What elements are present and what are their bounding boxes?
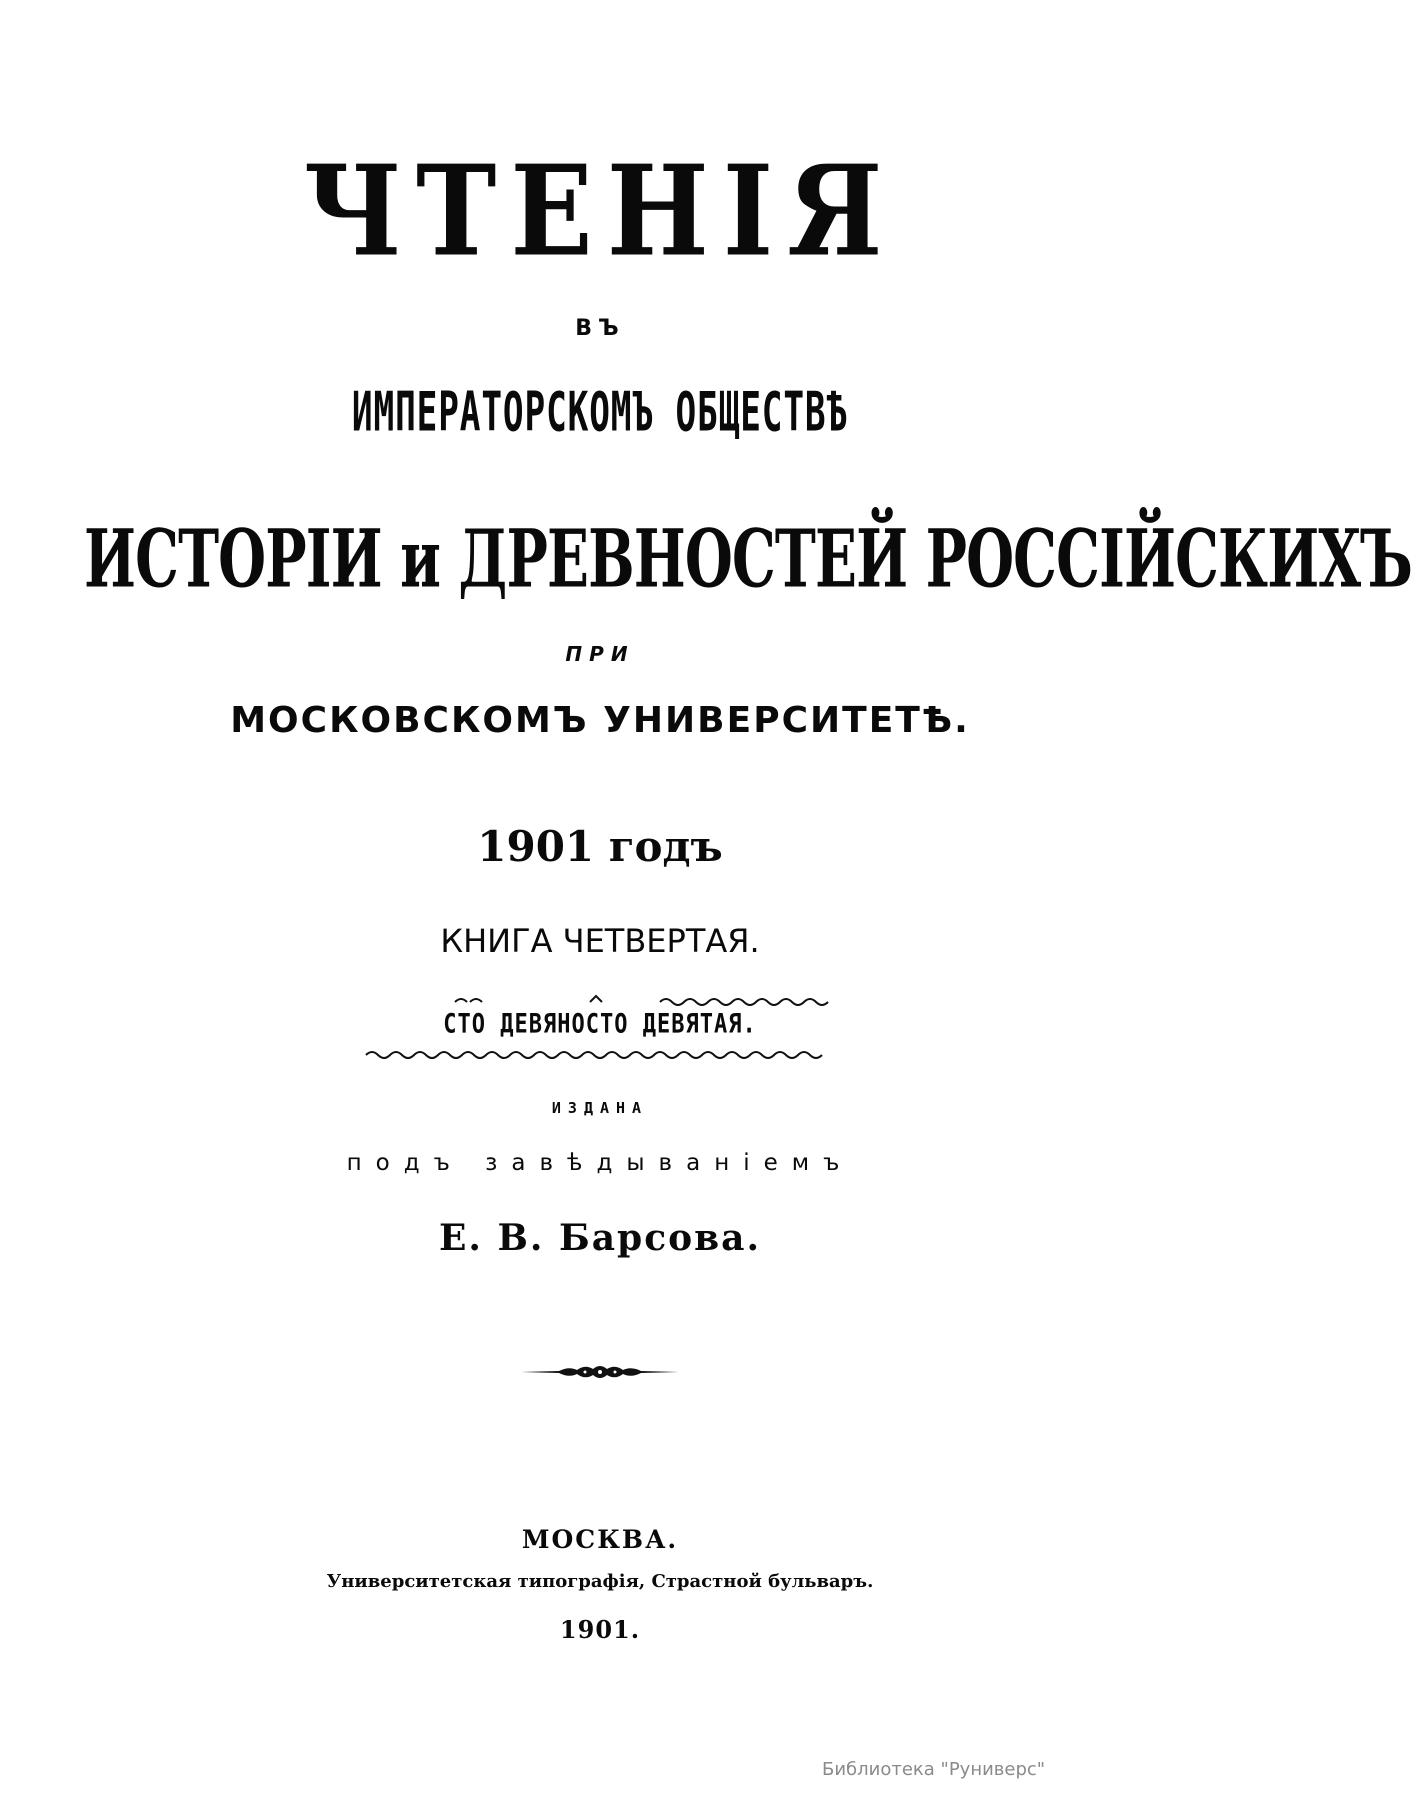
university-line: МОСКОВСКОМЪ УНИВЕРСИТЕТѢ.: [230, 700, 970, 741]
imprint-city: МОСКВА.: [521, 1525, 679, 1554]
preposition-pri: ПРИ: [565, 642, 635, 666]
editor-name: Е. В. Барсова.: [438, 1217, 762, 1259]
wavy-rule-bottom: [360, 1048, 840, 1062]
society-line: ИМПЕРАТОРСКОМЪ ОБЩЕСТВѢ: [351, 381, 849, 445]
published-label: ИЗДАНА: [551, 1099, 649, 1117]
book-line: КНИГА ЧЕТВЕРТАЯ.: [440, 922, 760, 960]
wavy-rule-top: [360, 992, 840, 1006]
library-watermark: Библиотека "Руниверс": [822, 1759, 1046, 1780]
main-title: ЧТЕНІЯ: [303, 139, 897, 285]
year-line: 1901 годъ: [477, 822, 723, 871]
volume-line: СТО ДЕВЯНОСТО ДЕВЯТАЯ.: [443, 1009, 757, 1040]
ornament-divider-icon: [519, 1360, 681, 1384]
preposition-v: ВЪ: [575, 316, 625, 341]
imprint-year: 1901.: [559, 1615, 641, 1644]
imprint-press: Университетская типографія, Страстной бульваръ.: [326, 1571, 874, 1592]
under-direction-line: подъ завѣдываніемъ: [346, 1150, 854, 1176]
history-line: ИСТОРІИ и ДРЕВНОСТЕЙ РОССІЙСКИХЪ: [84, 512, 1412, 607]
